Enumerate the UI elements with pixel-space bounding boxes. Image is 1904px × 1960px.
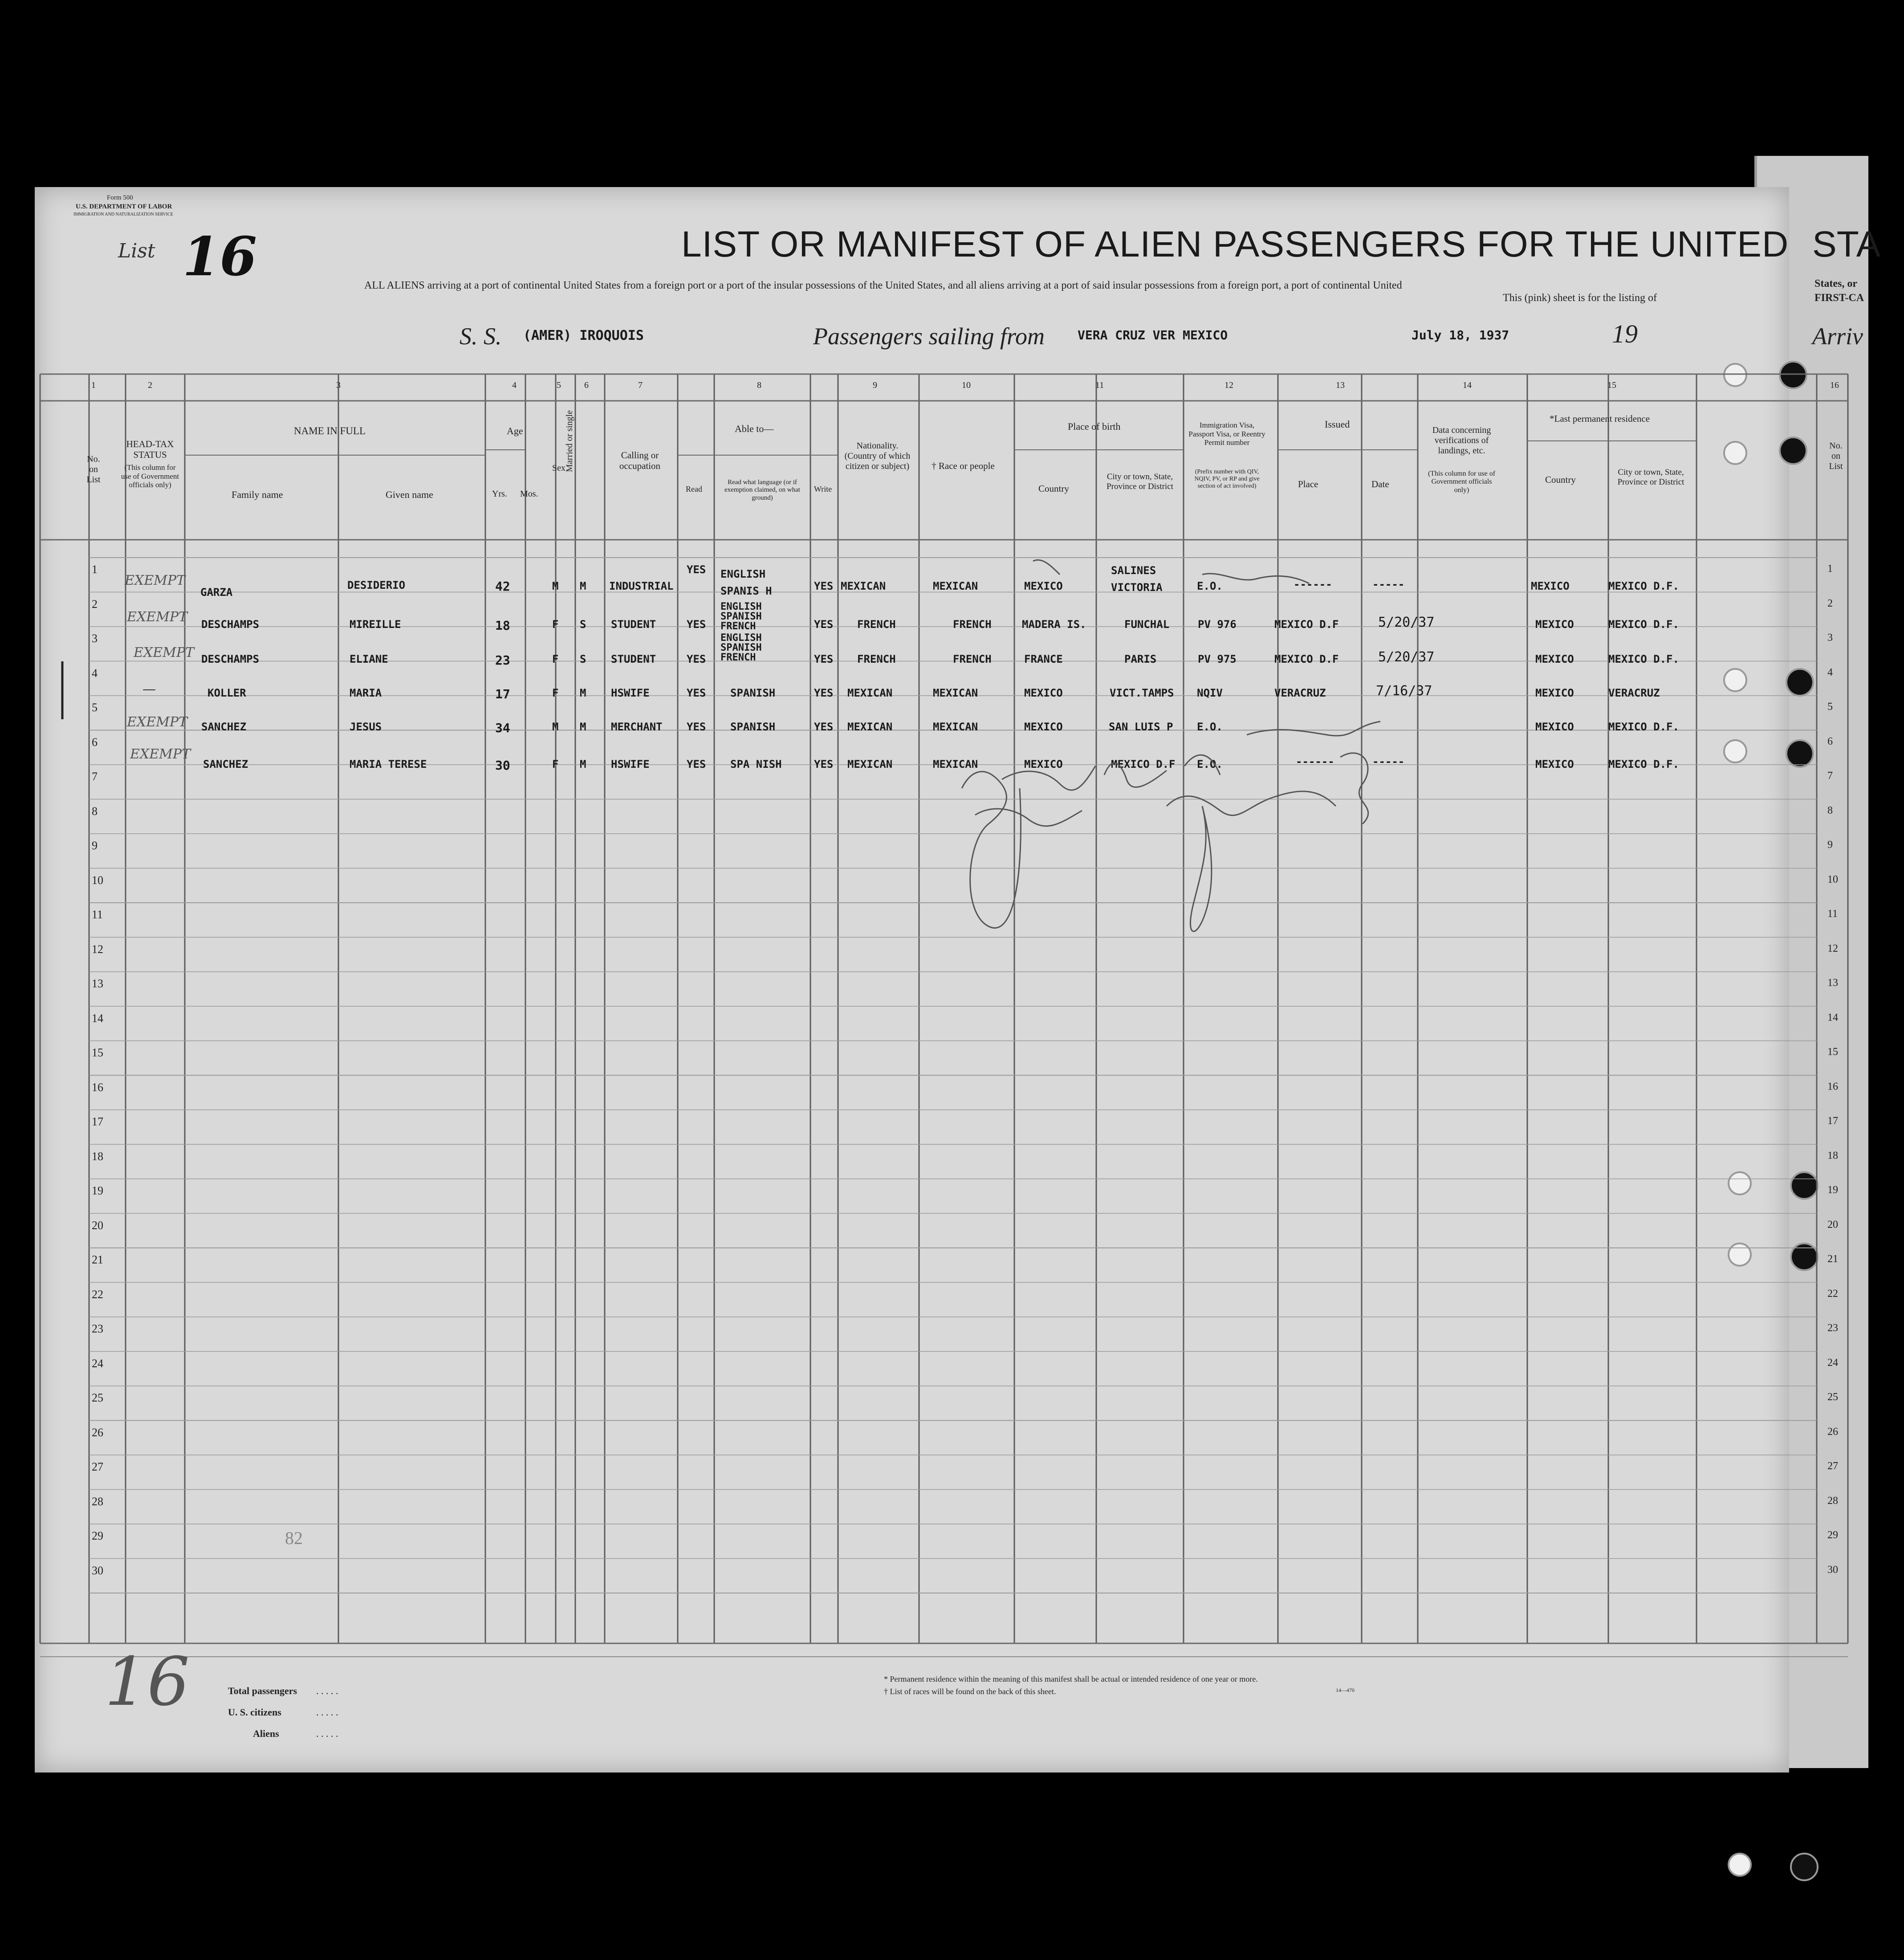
header-able-to: Able to— xyxy=(735,423,774,434)
column-number: 12 xyxy=(1225,380,1233,390)
header-birth-city: City or town, State, Province or District xyxy=(1107,472,1173,491)
nationality: MEXICAN xyxy=(841,580,886,592)
row-number: 5 xyxy=(92,701,98,714)
marital-status: M xyxy=(580,758,586,770)
header-no-on-list-right: No. on List xyxy=(1829,441,1843,471)
issued-place: ------ xyxy=(1294,578,1332,591)
family-name: KOLLER xyxy=(207,687,246,699)
marital-status: S xyxy=(580,618,586,631)
nationality: MEXICAN xyxy=(847,687,893,699)
row-number-right: 6 xyxy=(1827,735,1833,747)
row-number-right: 10 xyxy=(1827,873,1838,885)
issued-date: ----- xyxy=(1372,578,1405,591)
row-number-right: 24 xyxy=(1827,1357,1838,1369)
header-name-in-full: NAME IN FULL xyxy=(294,425,366,436)
service: IMMIGRATION AND NATURALIZATION SERVICE xyxy=(73,212,173,217)
row-number-right: 27 xyxy=(1827,1460,1838,1472)
row-number-right: 9 xyxy=(1827,839,1833,851)
row-number: 18 xyxy=(92,1149,103,1163)
residence-country: MEXICO xyxy=(1535,758,1574,770)
ship-prefix: S. S. xyxy=(460,323,502,350)
race: MEXICAN xyxy=(933,687,978,699)
subtitle-line1: ALL ALIENS arriving at a port of continental United States from a foreign port or a port of the insular possessions of the United States, and all aliens arriving at a port of said insular possessions from a foreign port, a port of continental United xyxy=(364,280,1402,291)
age-years: 23 xyxy=(495,653,510,668)
leader-dots: . . . . . xyxy=(316,1707,338,1718)
form-code: 14—470 xyxy=(1336,1687,1355,1693)
row-number-right: 18 xyxy=(1827,1149,1838,1161)
row-number: 12 xyxy=(92,942,103,956)
row-number: 30 xyxy=(92,1564,103,1577)
head-tax-stamp: EXEMPT xyxy=(127,609,188,625)
residence-country: MEXICO xyxy=(1535,721,1574,733)
head-tax-stamp: EXEMPT xyxy=(130,746,191,762)
visa-number: NQIV xyxy=(1197,687,1223,699)
department: U.S. DEPARTMENT OF LABOR xyxy=(76,203,172,210)
column-number: 2 xyxy=(148,380,152,390)
header-write: Write xyxy=(814,485,832,493)
given-name: ELIANE xyxy=(350,653,388,665)
visa-number: E.O. xyxy=(1197,580,1223,592)
residence-city: MEXICO D.F. xyxy=(1608,580,1679,592)
header-mos: Mos. xyxy=(520,489,538,499)
row-number-right: 3 xyxy=(1827,632,1833,644)
row-number: 8 xyxy=(92,804,98,818)
row-number-right: 12 xyxy=(1827,942,1838,954)
us-citizens-label: U. S. citizens xyxy=(228,1707,281,1718)
row-number-right: 29 xyxy=(1827,1529,1838,1541)
row-number: 6 xyxy=(92,735,98,749)
issued-place: VERACRUZ xyxy=(1274,687,1326,699)
aliens-label: Aliens xyxy=(253,1728,279,1739)
read-language: SPANISH xyxy=(730,687,776,699)
row-number: 3 xyxy=(92,632,98,645)
marital-status: M xyxy=(580,580,586,592)
occupation: STUDENT xyxy=(611,618,656,631)
header-married: Married or single xyxy=(565,410,574,472)
row-number: 17 xyxy=(92,1115,103,1128)
row-number-right: 4 xyxy=(1827,666,1833,678)
subtitle-line2: This (pink) sheet is for the listing of xyxy=(1503,292,1657,304)
row-number-right: 20 xyxy=(1827,1218,1838,1231)
row-number: 15 xyxy=(92,1046,103,1059)
residence-country: MEXICO xyxy=(1535,618,1574,631)
sex: F xyxy=(552,687,559,699)
row-number: 16 xyxy=(92,1080,103,1094)
header-age: Age xyxy=(507,425,523,436)
age-years: 30 xyxy=(495,758,510,773)
row-number: 7 xyxy=(92,770,98,783)
column-number: 16 xyxy=(1830,380,1839,390)
row-number-right: 17 xyxy=(1827,1115,1838,1127)
nationality: MEXICAN xyxy=(847,758,893,770)
read-language: ENGLISH SPANISH FRENCH xyxy=(720,632,762,663)
next-page-fragment3: Arriv xyxy=(1812,323,1863,350)
residence-city: MEXICO D.F. xyxy=(1608,618,1679,631)
ship-name: (AMER) IROQUOIS xyxy=(523,328,644,343)
year-prefix: 19 xyxy=(1612,319,1638,348)
age-years: 34 xyxy=(495,721,510,735)
row-number-right: 22 xyxy=(1827,1288,1838,1300)
visa-number: E.O. xyxy=(1197,721,1223,733)
row-number-right: 15 xyxy=(1827,1046,1838,1058)
age-years: 17 xyxy=(495,687,510,701)
row-number-right: 1 xyxy=(1827,563,1833,575)
occupation: STUDENT xyxy=(611,653,656,665)
birth-city: SALINES VICTORIA xyxy=(1111,564,1163,594)
row-number: 13 xyxy=(92,977,103,990)
family-name: GARZA xyxy=(200,586,233,599)
column-number: 6 xyxy=(584,380,589,390)
sex: M xyxy=(552,580,559,592)
birth-country: MEXICO xyxy=(1024,721,1063,733)
birth-country: MEXICO xyxy=(1024,687,1063,699)
marital-status: M xyxy=(580,687,586,699)
row-number: 11 xyxy=(92,908,103,921)
column-number: 9 xyxy=(873,380,877,390)
row-number: 9 xyxy=(92,839,98,852)
visa-number: E.O. xyxy=(1197,758,1223,770)
issued-place: MEXICO D.F xyxy=(1274,618,1339,631)
birth-country: MEXICO xyxy=(1024,580,1063,592)
issued-date: 5/20/37 xyxy=(1378,649,1435,665)
row-number: 4 xyxy=(92,666,98,680)
column-number: 11 xyxy=(1095,380,1104,390)
race: FRENCH xyxy=(953,653,992,665)
margin-list-number: 16 xyxy=(105,1643,190,1721)
marital-status: M xyxy=(580,721,586,733)
column-number: 7 xyxy=(638,380,643,390)
issued-place: ------ xyxy=(1296,755,1334,768)
departure-port: VERA CRUZ VER MEXICO xyxy=(1078,328,1228,342)
header-birth-country: Country xyxy=(1038,483,1069,494)
row-number-right: 16 xyxy=(1827,1080,1838,1092)
residence-country: MEXICO xyxy=(1535,653,1574,665)
row-number-right: 30 xyxy=(1827,1564,1838,1576)
family-name: DESCHAMPS xyxy=(201,618,260,631)
can-read: YES xyxy=(687,563,706,576)
row-number: 24 xyxy=(92,1357,103,1370)
header-no-on-list: No. on List xyxy=(86,454,101,485)
row-number-right: 23 xyxy=(1827,1322,1838,1334)
total-passengers-label: Total passengers xyxy=(228,1685,297,1696)
can-write: YES xyxy=(814,618,834,631)
row-number: 27 xyxy=(92,1460,103,1473)
row-number-right: 2 xyxy=(1827,597,1833,609)
can-write: YES xyxy=(814,721,834,733)
header-residence-country: Country xyxy=(1545,474,1576,485)
page-title-continuation: STA xyxy=(1812,224,1881,265)
residence-city: VERACRUZ xyxy=(1608,687,1660,699)
sex: M xyxy=(552,721,559,733)
given-name: MARIA TERESE xyxy=(350,758,427,770)
read-language: ENGLISH SPANISH FRENCH xyxy=(720,601,762,632)
row-number: 1 xyxy=(92,563,98,576)
can-read: YES xyxy=(687,721,706,733)
sex: F xyxy=(552,653,559,665)
row-number: 20 xyxy=(92,1218,103,1232)
row-number: 19 xyxy=(92,1184,103,1197)
header-verifications-note: (This column for use of Government officials only) xyxy=(1428,470,1496,494)
row-number-right: 13 xyxy=(1827,977,1838,989)
header-head-tax: HEAD-TAX STATUS xyxy=(126,439,174,460)
nationality: FRENCH xyxy=(857,653,896,665)
margin-mark xyxy=(56,659,69,721)
column-number: 10 xyxy=(962,380,971,390)
column-number: 13 xyxy=(1336,380,1345,390)
row-number: 2 xyxy=(92,597,98,611)
column-number: 14 xyxy=(1463,380,1472,390)
birth-city: FUNCHAL xyxy=(1124,618,1170,631)
header-issued-date: Date xyxy=(1371,479,1389,489)
row-number: 21 xyxy=(92,1253,103,1266)
issued-date: ----- xyxy=(1372,755,1405,768)
row-number-right: 21 xyxy=(1827,1253,1838,1265)
column-number: 8 xyxy=(757,380,761,390)
row-number-right: 7 xyxy=(1827,770,1833,782)
column-number: 15 xyxy=(1607,380,1616,390)
row-number-right: 19 xyxy=(1827,1184,1838,1196)
birth-country: MEXICO xyxy=(1024,758,1063,770)
birth-country: MADERA IS. xyxy=(1022,618,1086,631)
page-title: LIST OR MANIFEST OF ALIEN PASSENGERS FOR THE UNITED xyxy=(681,224,1789,265)
sex: F xyxy=(552,758,559,770)
occupation: HSWIFE xyxy=(611,687,650,699)
age-years: 42 xyxy=(495,579,510,594)
can-write: YES xyxy=(814,580,834,592)
footnote-residence: * Permanent residence within the meaning of this manifest shall be actual or intended residence of one year or more. xyxy=(884,1675,1258,1683)
stamp-number: 82 xyxy=(285,1528,303,1548)
nationality: MEXICAN xyxy=(847,721,893,733)
head-tax-stamp: EXEMPT xyxy=(127,714,188,730)
birth-city: PARIS xyxy=(1124,653,1157,665)
can-read: YES xyxy=(687,758,706,770)
footnote-races: † List of races will be found on the back of this sheet. xyxy=(884,1687,1056,1696)
header-read: Read xyxy=(686,485,702,493)
occupation: INDUSTRIAL xyxy=(609,580,674,592)
can-write: YES xyxy=(814,758,834,770)
can-write: YES xyxy=(814,653,834,665)
header-race: † Race or people xyxy=(932,460,995,471)
header-nationality: Nationality. (Country of which citizen or subject) xyxy=(844,441,911,471)
occupation: MERCHANT xyxy=(611,721,663,733)
row-number: 25 xyxy=(92,1391,103,1404)
birth-city: VICT.TAMPS xyxy=(1110,687,1174,699)
header-verifications: Data concerning verifications of landings, etc. xyxy=(1432,425,1491,456)
can-read: YES xyxy=(687,618,706,631)
visa-number: PV 975 xyxy=(1198,653,1237,665)
nationality: FRENCH xyxy=(857,618,896,631)
head-tax-stamp: — xyxy=(142,681,156,697)
row-number-right: 14 xyxy=(1827,1011,1838,1023)
column-number: 1 xyxy=(91,380,96,390)
given-name: MARIA xyxy=(350,687,382,699)
head-tax-stamp: EXEMPT xyxy=(134,645,195,660)
family-name: DESCHAMPS xyxy=(201,653,260,665)
row-number-right: 26 xyxy=(1827,1426,1838,1438)
header-last-residence: *Last permanent residence xyxy=(1550,413,1650,424)
read-language: ENGLISH SPANIS H xyxy=(720,568,772,597)
row-number: 10 xyxy=(92,873,103,887)
column-number: 5 xyxy=(557,380,561,390)
residence-country: MEXICO xyxy=(1535,687,1574,699)
given-name: MIREILLE xyxy=(350,618,401,631)
row-number-right: 5 xyxy=(1827,701,1833,713)
header-visa: Immigration Visa, Passport Visa, or Reentry Permit number xyxy=(1188,421,1265,447)
given-name: DESIDERIO xyxy=(347,579,406,591)
header-head-tax-note: (This column for use of Government officials only) xyxy=(121,463,179,489)
header-yrs: Yrs. xyxy=(492,489,507,499)
header-sex: Sex xyxy=(552,463,566,473)
row-number: 14 xyxy=(92,1011,103,1025)
header-issued-place: Place xyxy=(1298,479,1318,489)
row-number-right: 8 xyxy=(1827,804,1833,816)
birth-city: MEXICO D.F xyxy=(1111,758,1176,770)
list-number: 16 xyxy=(183,225,257,288)
race: FRENCH xyxy=(953,618,992,631)
header-issued: Issued xyxy=(1325,419,1350,430)
row-number: 29 xyxy=(92,1529,103,1542)
column-number: 3 xyxy=(336,380,341,390)
visa-number: PV 976 xyxy=(1198,618,1237,631)
birth-city: SAN LUIS P xyxy=(1109,721,1173,733)
birth-country: FRANCE xyxy=(1024,653,1063,665)
family-name: SANCHEZ xyxy=(201,721,247,733)
residence-city: MEXICO D.F. xyxy=(1608,653,1679,665)
row-number: 22 xyxy=(92,1288,103,1301)
can-read: YES xyxy=(687,687,706,699)
residence-country: MEXICO xyxy=(1531,580,1570,592)
race: MEXICAN xyxy=(933,758,978,770)
header-family-name: Family name xyxy=(232,489,283,500)
row-number: 23 xyxy=(92,1322,103,1335)
row-number: 28 xyxy=(92,1495,103,1508)
header-read-language: Read what language (or if exemption claimed, on what ground) xyxy=(724,479,800,501)
header-calling: Calling or occupation xyxy=(619,450,661,472)
sex: F xyxy=(552,618,559,631)
read-language: SPA NISH xyxy=(730,758,782,770)
header-residence-city: City or town, State, Province or District xyxy=(1617,468,1684,487)
age-years: 18 xyxy=(495,618,510,633)
given-name: JESUS xyxy=(350,721,382,733)
issued-place: MEXICO D.F xyxy=(1274,653,1339,665)
read-language: SPANISH xyxy=(730,721,776,733)
marital-status: S xyxy=(580,653,586,665)
leader-dots: . . . . . xyxy=(316,1728,338,1739)
inspector-handwriting xyxy=(935,557,1403,958)
residence-city: MEXICO D.F. xyxy=(1608,758,1679,770)
header-given-name: Given name xyxy=(386,489,433,500)
residence-city: MEXICO D.F. xyxy=(1608,721,1679,733)
occupation: HSWIFE xyxy=(611,758,650,770)
sailing-date: July 18, 1937 xyxy=(1412,328,1509,342)
can-write: YES xyxy=(814,687,834,699)
column-number: 4 xyxy=(512,380,517,390)
race: MEXICAN xyxy=(933,580,978,592)
head-tax-stamp: EXEMPT xyxy=(125,573,186,588)
header-visa-note: (Prefix number with QIV, NQIV, PV, or RP and give section of act involved) xyxy=(1194,469,1260,490)
form-number: Form 500 xyxy=(107,194,133,201)
leader-dots: . . . . . xyxy=(316,1685,338,1696)
row-number: 26 xyxy=(92,1426,103,1439)
race: MEXICAN xyxy=(933,721,978,733)
issued-date: 7/16/37 xyxy=(1376,683,1432,699)
row-number-right: 25 xyxy=(1827,1391,1838,1403)
row-number-right: 11 xyxy=(1827,908,1838,920)
sailing-label: Passengers sailing from xyxy=(813,323,1045,350)
next-page-fragment2: FIRST-CA xyxy=(1814,292,1864,304)
can-read: YES xyxy=(687,653,706,665)
issued-date: 5/20/37 xyxy=(1378,615,1435,630)
header-place-of-birth: Place of birth xyxy=(1068,421,1121,432)
family-name: SANCHEZ xyxy=(203,758,248,770)
row-number-right: 28 xyxy=(1827,1495,1838,1507)
list-label: List xyxy=(118,240,155,262)
next-page-fragment1: States, or xyxy=(1814,278,1857,289)
